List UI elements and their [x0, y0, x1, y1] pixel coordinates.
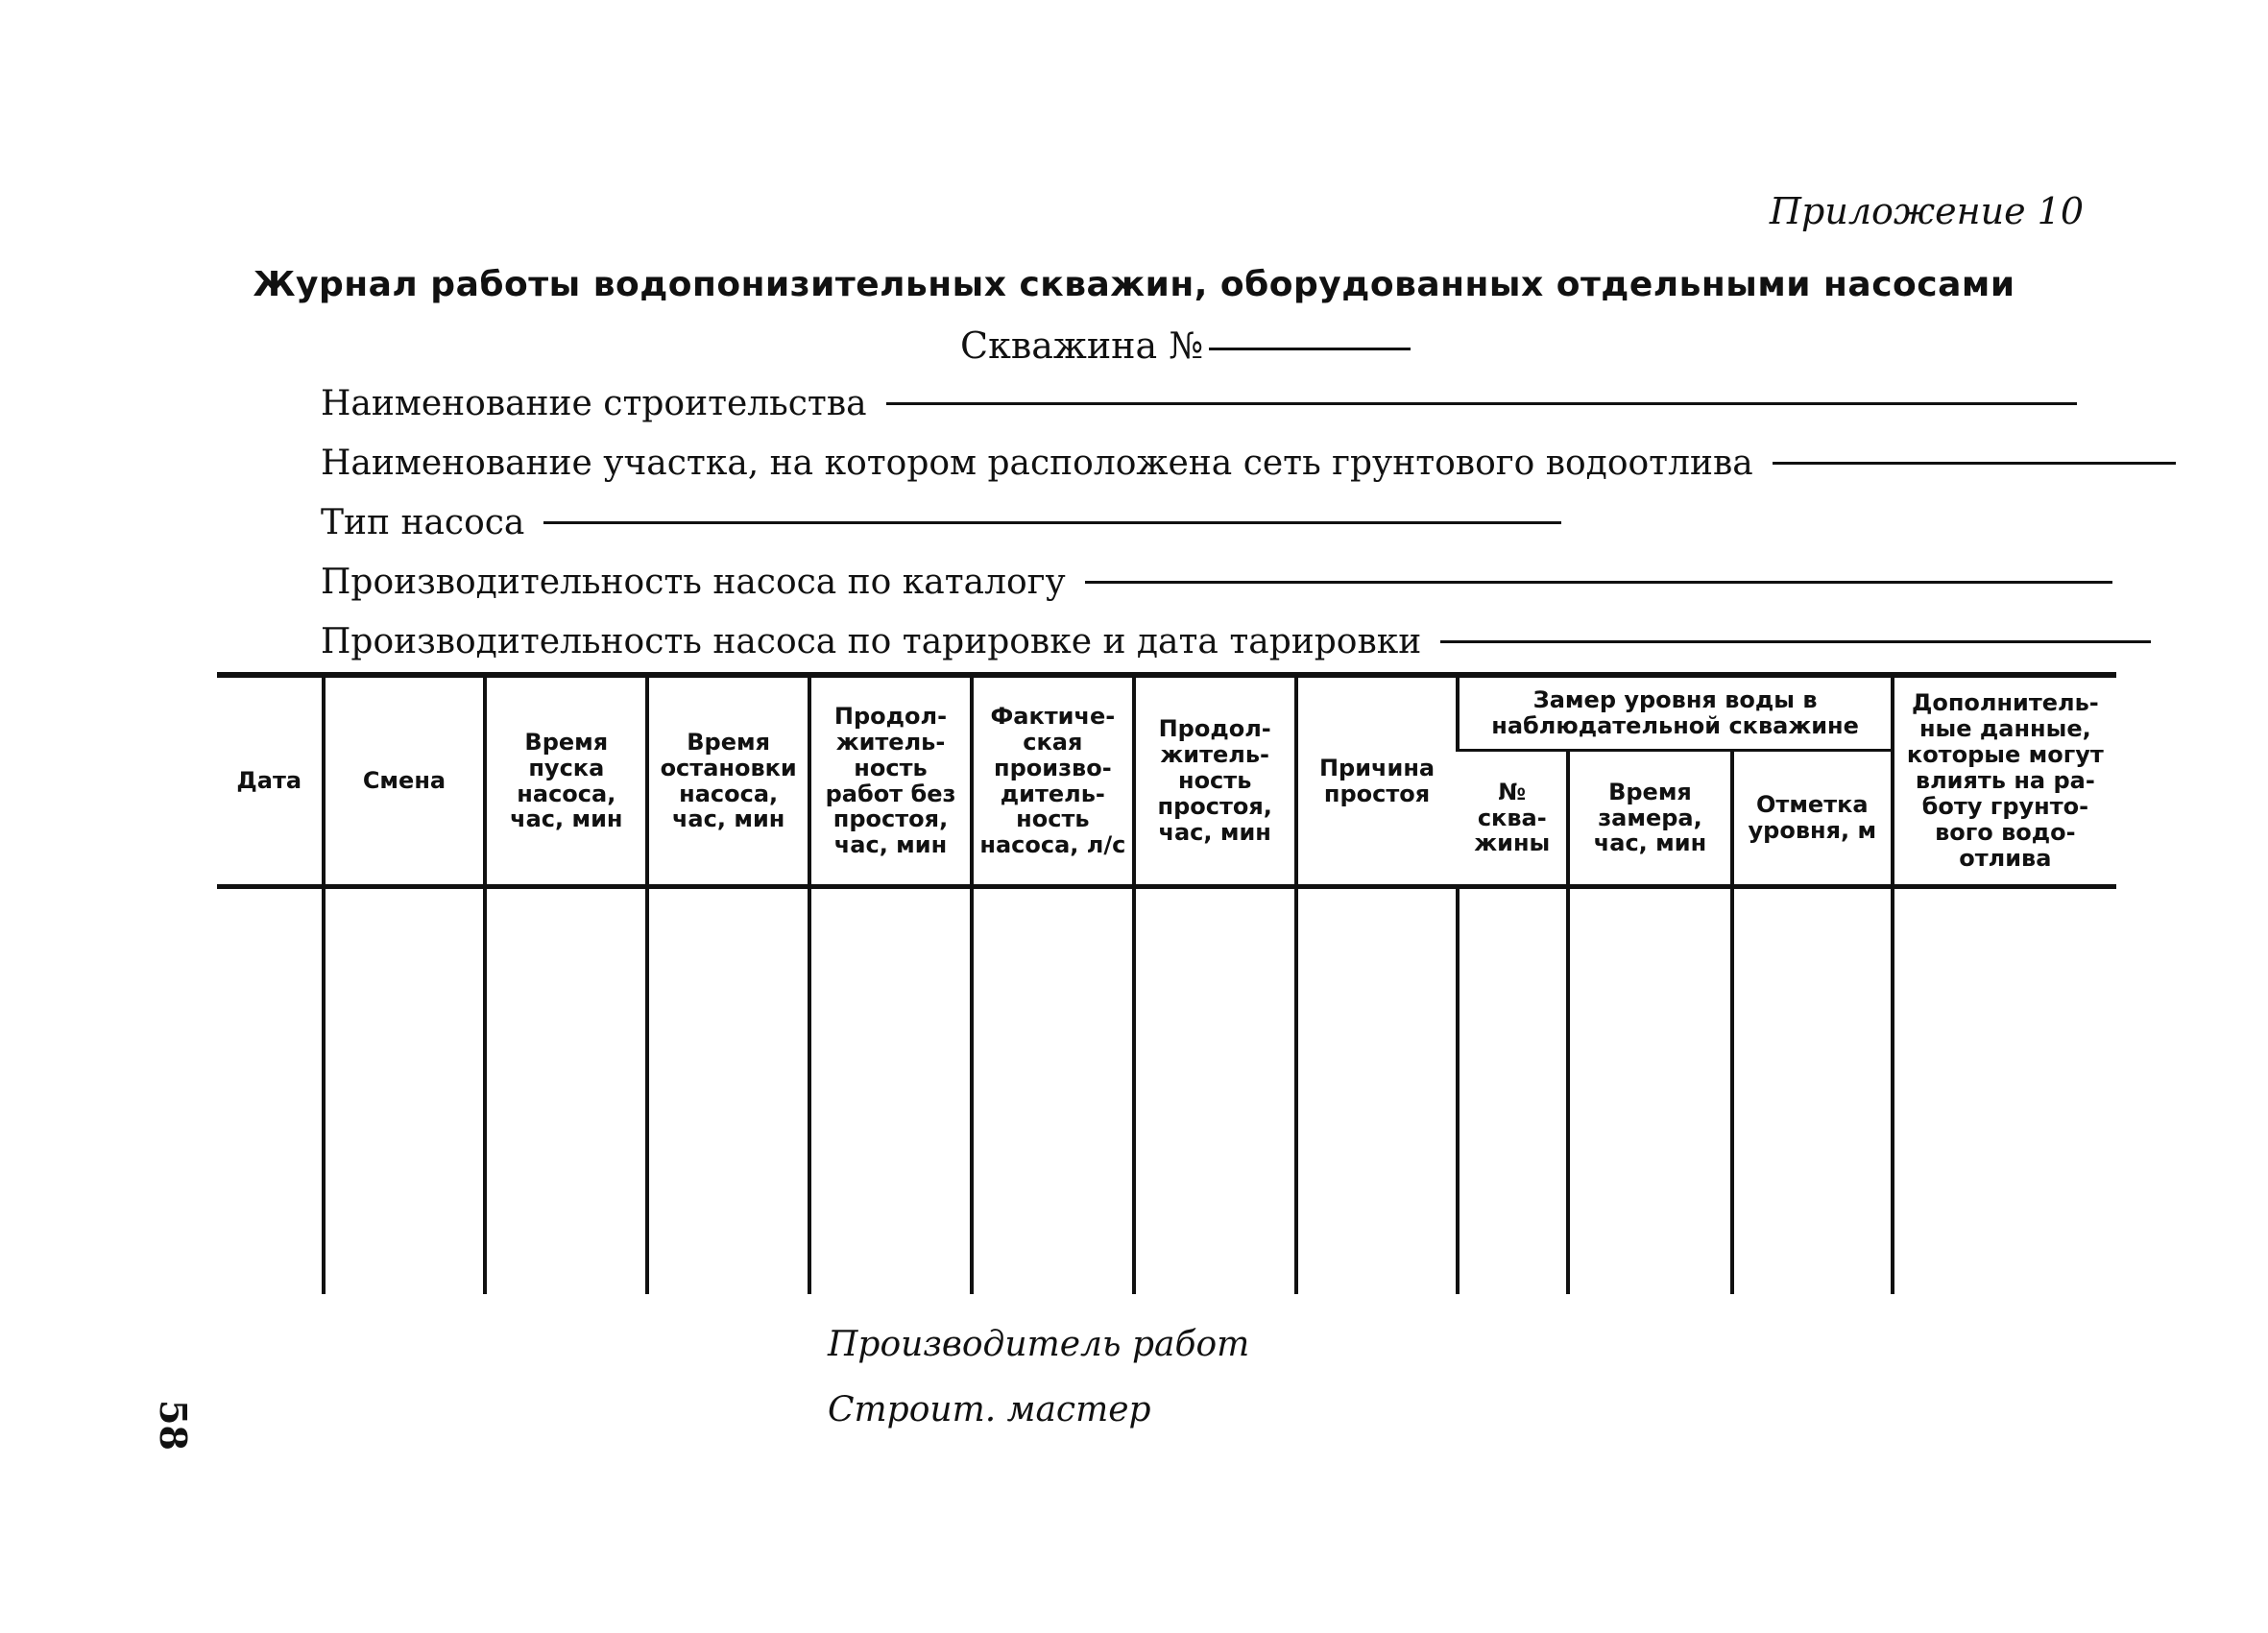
well-number-field	[960, 324, 1411, 367]
pump-type-line[interactable]	[543, 521, 1561, 524]
pump-type-label: Тип насоса	[321, 503, 525, 542]
well-number-label: Скважина №	[960, 324, 1204, 367]
catalog-capacity-line[interactable]	[1085, 581, 2112, 584]
cell-downtime-duration[interactable]	[1134, 887, 1296, 1295]
cell-date[interactable]	[217, 887, 324, 1295]
calibration-capacity-label: Производительность насоса по тарировке и дата тарировки	[321, 622, 1422, 661]
col-well-number-header: № сква-жины	[1458, 751, 1568, 887]
section-name-field	[321, 444, 2176, 483]
col-stop-time-header: Время остановки насоса, час, мин	[647, 675, 809, 887]
col-level-mark-header: Отметка уровня, м	[1732, 751, 1893, 887]
col-date-header: Дата	[217, 675, 324, 887]
calibration-capacity-field	[321, 622, 2151, 661]
calibration-capacity-line[interactable]	[1440, 640, 2151, 643]
page-number: 58	[151, 1400, 195, 1451]
cell-stop-time[interactable]	[647, 887, 809, 1295]
construction-name-line[interactable]	[886, 402, 2077, 405]
col-water-level-group-header: Замер уровня воды в наблюдательной скважине	[1458, 675, 1892, 751]
cell-measure-time[interactable]	[1568, 887, 1732, 1295]
cell-downtime-reason[interactable]	[1296, 887, 1459, 1295]
well-number-line[interactable]	[1209, 348, 1411, 350]
cell-actual-capacity[interactable]	[972, 887, 1134, 1295]
work-producer-signature: Производитель работ	[828, 1325, 1250, 1364]
col-shift-header: Смена	[324, 675, 486, 887]
col-start-time-header: Время пуска насоса, час, мин	[485, 675, 647, 887]
section-name-label: Наименование участка, на котором расположена сеть грунтового водоотлива	[321, 444, 1753, 483]
pump-type-field	[321, 503, 1561, 542]
cell-level-mark[interactable]	[1732, 887, 1893, 1295]
construction-name-field	[321, 384, 2077, 423]
document-title: Журнал работы водопонизительных скважин, оборудованных отдельными насосами	[253, 265, 2015, 304]
pump-log-table	[217, 672, 2116, 1294]
appendix-label: Приложение 10	[1769, 190, 2084, 232]
cell-start-time[interactable]	[485, 887, 647, 1295]
col-downtime-reason-header: Причина простоя	[1296, 675, 1459, 887]
col-work-duration-header: Продол-житель-ность работ без простоя, час, мин	[809, 675, 972, 887]
catalog-capacity-field	[321, 563, 2112, 602]
col-actual-capacity-header: Фактиче-ская произво-дитель-ность насоса, л/с	[972, 675, 1134, 887]
cell-extra-data[interactable]	[1893, 887, 2116, 1295]
cell-shift[interactable]	[324, 887, 486, 1295]
catalog-capacity-label: Производительность насоса по каталогу	[321, 563, 1066, 602]
construction-name-label: Наименование строительства	[321, 384, 867, 423]
construction-master-signature: Строит. мастер	[828, 1390, 1151, 1429]
cell-well-number[interactable]	[1458, 887, 1568, 1295]
section-name-line[interactable]	[1773, 462, 2176, 465]
cell-work-duration[interactable]	[809, 887, 972, 1295]
table-row	[217, 887, 2116, 1295]
col-extra-data-header: Дополнитель-ные данные, которые могут влиять на ра-боту грунто-вого водо-отлива	[1893, 675, 2116, 887]
col-measure-time-header: Время замера, час, мин	[1568, 751, 1732, 887]
col-downtime-duration-header: Продол-житель-ность простоя, час, мин	[1134, 675, 1296, 887]
